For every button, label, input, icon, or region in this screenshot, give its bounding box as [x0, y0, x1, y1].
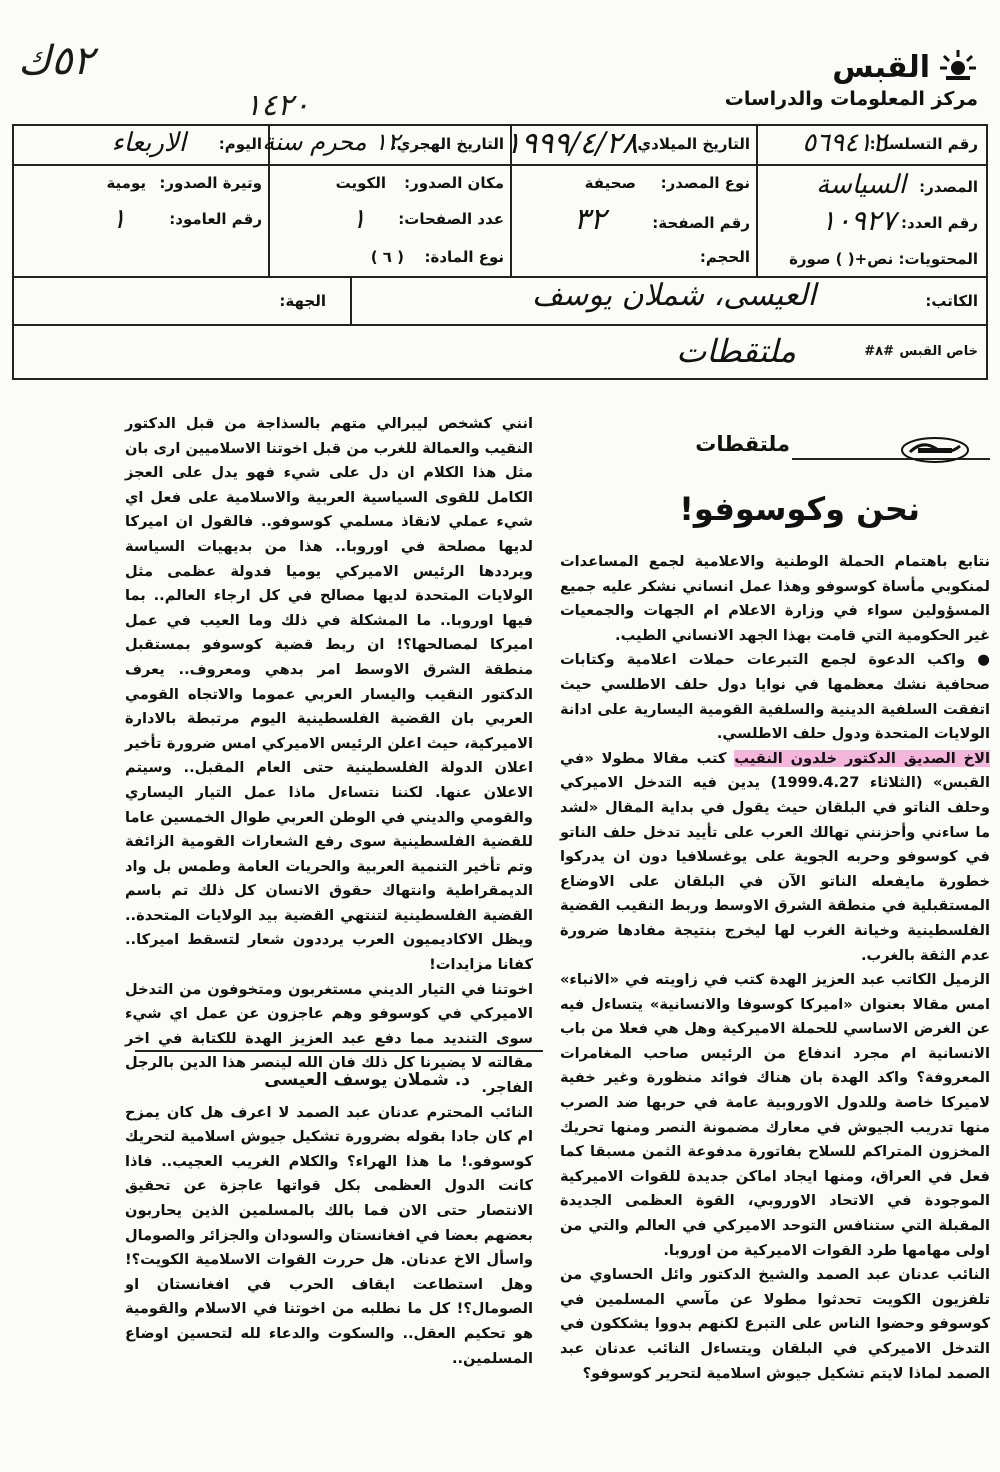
section-title: ملتقطات: [695, 432, 790, 456]
frequency-value: يومية: [106, 174, 146, 192]
handwritten-archive-code: ٥٢ك: [18, 38, 94, 84]
private-value: ملتقطات: [676, 332, 796, 370]
material-value: ( ٦ ): [370, 248, 404, 266]
private-label: خاص القبس: [899, 344, 978, 359]
column-label: رقم العامود:: [169, 210, 262, 228]
paragraph: نتابع باهتمام الحملة الوطنية والاعلامية لجمع المساعدات لمنكوبي مأساة كوسوفو وهذا عمل انساني نشكر عليه جميع المسؤولين سواء في وزارة الاعلام ام الجهات والجمعيات غير الحكومية التي قامت بهذا الجهد الانساني الطيب.: [560, 553, 990, 644]
pub-place-value: الكويت: [335, 174, 386, 192]
center-name: مركز المعلومات والدراسات: [724, 88, 978, 110]
alqabas-logo-icon: [938, 46, 978, 86]
article-clipping: [125, 390, 990, 1470]
greg-date-value: ١٩٩٩/٤/٢٨: [504, 126, 638, 161]
source-value: السياسة: [816, 170, 906, 200]
article-column-right: [560, 550, 990, 1386]
pages-count-label: عدد الصفحات:: [398, 210, 504, 228]
greg-date-label: التاريخ الميلادي:: [631, 135, 750, 153]
paragraph: النائب المحترم عدنان عبد الصمد لا اعرف هل كان يمزح ام كان جادا بقوله بضرورة تشكيل جيوش اسلامية لتحريك كوسوفو.! ما هذا الهراء؟ والكلام الغريب العجيب.. فاذا كانت الدول العظمى بكل قواتها عاجزة عن تحقيق الانتصار حتى الان فما بالك بالمسلمين الذين يحاربون بعضهم بعضا في افغانستان والسودان والجزائر والصومال واسأل الاخ عدنان. هل حررت القوات الاسلامية الكويت؟! وهل استطاعت ايقاف الحرب في افغانستان او الصومال؟! كل ما نطلبه من اخوتنا في الاسلام والقومية هو تحكيم العقل.. والسكوت والدعاء لله لتحسين اوضاع المسلمين..: [125, 1103, 533, 1367]
paragraph: النائب عدنان عبد الصمد والشيخ الدكتور وائل الحساوي من تلفزيون الكويت تحدثوا مطولا عن مآسي المسلمين في كوسوفو وحضوا الناس على التبرع لكنهم بدووا يشككون في التدخل الاميركي في البلقان ويتساءل النائب عدنان عبد الصمد لماذا لايتم تشكيل جيوش اسلامية لتحرير كوسوفو؟: [560, 1266, 990, 1382]
size-label: الحجم:: [699, 248, 750, 266]
hijri-date-label: التاريخ الهجري:: [390, 135, 504, 153]
source-type-label: نوع المصدر:: [660, 174, 750, 192]
section-emblem-icon: [900, 436, 970, 464]
signature-rule: [135, 1050, 543, 1052]
private-code: #٨#: [864, 344, 894, 359]
paragraph-rest: كتب مقالا مطولا «في القبس» (الثلاثاء 1999.4.27) يدين فيه التدخل الاميركي وحلف الناتو في البلقان حيث يقول في بداية المقال «لشد ما ساءني وأحزنني تهالك العرب على تأييد تدخل حلف الناتو في كوسوفو وحربه الجوية على يوغسلافيا دون ان يدركوا خطورة مايفعله الناتو الآن في البلقان على الاوضاع المستقبلية في منطقة الشرق الاوسط وربط النقيب القضية الفلسطينية وخيانة الغرب لها ليخرج بنتيجة مفادها ضرورة عدم الثقة بالغرب.: [560, 749, 991, 964]
source-label: المصدر:: [919, 178, 978, 196]
issue-value: ١٠٩٢٧: [820, 204, 896, 237]
serial-label: رقم التسلسل:: [869, 135, 978, 153]
handwritten-hijri-year: ١٤٢٠: [245, 88, 310, 123]
paragraph: ● واكب الدعوة لجمع التبرعات حملات اعلامية وكتابات صحافية نشك معظمها في نوايا دول حلف الاطلسي حيث اتفقت السلفية الدينية والسلفية القومية اليسارية على ادانة الولايات المتحدة ودول حلف الاطلسي.: [560, 651, 990, 743]
page-value: ٣٢: [573, 202, 606, 237]
writer-label: الكاتب:: [925, 292, 978, 310]
archive-form: [12, 124, 988, 380]
paragraph: انني كشخص ليبرالي متهم بالسذاجة من قبل الدكتور النقيب والعمالة للغرب من قبل اخوتنا الاسلاميين ارى بان مثل هذا الكلام ان دل على شيء فهو يدل على العجز الكامل للقوى السياسية العربية والاسلامية على فعل اي شيء عملي لانقاذ مسلمي كوسوفو.. فالقول ان اميركا لديها مصلحة في اوروبا.. هذا من بديهيات السياسة ويرددها الرئيس الاميركي يوميا فدولة عظمى مثل الولايات المتحدة لديها مصالح في كل ارجاء العالم.. بما فيها اوروبا.. ما المشكلة في ذلك وما العيب في عمل اميركا لمصالحها؟! ان ربط قضية كوسوفو بمستقبل منطقة الشرق الاوسط امر بدهي ومعروف.. يعرف الدكتور النقيب واليسار العربي عموما والاتجاه القومي العربي بان القضية الفلسطينية اليوم مرتبطة بالادارة الاميركية، حيث اعلن الرئيس الاميركي امس ضرورة تأخير اعلان الدولة الفلسطينية حتى العام المقبل.. وسيتم الاعلان عنها. لكننا نتساءل ماذا عمل التيار اليساري والقومي والديني في الوطن العربي طوال الخمسين عاما للقضية الفلسطينية سوى رفع الشعارات القومية الزائفة وتم تأخير التنمية العربية والحريات العامة وطمس بل واد الديمقراطية وانتهاك حقوق الانسان كل ذلك تم باسم القضية الفلسطينية لتنتهي القضية بيد الولايات المتحدة.. ويظل الاكاديميون العرب يرددون شعار لتسقط اميركا.. كفانا مزايدات!: [125, 415, 533, 974]
page-label: رقم الصفحة:: [652, 214, 750, 232]
day-value: الاربعاء: [111, 128, 186, 158]
day-label: اليوم:: [218, 135, 262, 153]
contents-label: المحتويات: نص+( ) صورة: [789, 250, 978, 268]
hijri-date-value: ١٢ محرم سنة: [262, 128, 400, 156]
paragraph: الزميل الكاتب عبد العزيز الهدة كتب في زاويته في «الانباء» امس مقالا بعنوان «اميركا كوسوفا والانسانية» يتساءل فيه عن الغرض الاساسي للحملة الاميركية وهل هي فعلا من باب الانسانية ام مجرد اندفاع من الرئيس صاحب المغامرات المعروفة؟ واكد الهدة بان هناك فوائد منظورة وغير خفية لاميركا خاصة وللدول الاوروبية عامة في حربها ضد الصرب منها تدريب الجيوش في معارك مضمونة النصر ومنها تحريك المخزون المتراكم للسلاح بفاتورة مدفوعة الثمن مسبقا كما فعل في العراق، ومنها ايجاد اماكن جديدة للقوات الاميركية الموجودة في الاتحاد الاوروبي، القوة العظمى الجديدة المقبلة التي ستنافس التوحد الاميركي في العالم والتي من اولى مهامها طرد القوات الاميركية من اوروبا.: [560, 971, 990, 1259]
highlighted-text: الاخ الصديق الدكتور خلدون النقيب: [734, 749, 991, 767]
frequency-label: وتيرة الصدور:: [159, 174, 262, 192]
paragraph: [560, 747, 990, 968]
source-type-value: صحيفة: [584, 174, 636, 192]
article-column-left: [125, 412, 533, 1371]
logo-text: القبس: [832, 50, 930, 85]
article-headline: نحن وكوسوفو!: [679, 490, 920, 528]
paragraph: اخوتنا في التيار الديني مستغربون ومتخوفون من التدخل الاميركي في كوسوفو وهم عاجزون عن عمل اي شيء سوى التنديد مما دفع عبد العزيز الهدة للكتابة في اخر مقالته لا يضيرنا كل ذلك فان الله لينصر هذا الدين بالرجل الفاجر.: [125, 980, 533, 1097]
issue-label: رقم العدد:: [900, 214, 978, 232]
pub-place-label: مكان الصدور:: [404, 174, 504, 192]
party-label: الجهة:: [279, 292, 326, 310]
serial-value: ٥٦٩٤١٢: [802, 128, 886, 158]
pages-count-value: ١: [350, 202, 366, 235]
author-signature: د. شملان يوسف العيسى: [264, 1070, 470, 1090]
writer-value: العيسى، شملان يوسف: [532, 278, 816, 313]
material-label: نوع المادة:: [424, 248, 504, 266]
column-value: ١: [110, 202, 126, 235]
